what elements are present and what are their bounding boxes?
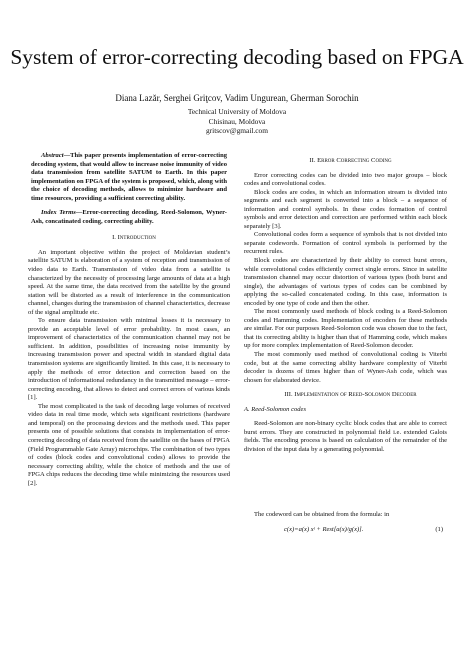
coding-paragraph-2: Block codes are codes, in which an information stream is divided into segments and each segment is converted into a block – a sequence of information and control symbols. In these codes formation of control symbols and error detection and correction are performed within each block separately [3]. [244, 188, 447, 230]
abstract-block [28, 152, 230, 226]
authors: Diana Lazăr, Serghei Griţcov, Vadim Ungurean, Gherman Sorochin [115, 93, 359, 103]
left-column [28, 152, 230, 488]
affiliation-city: Chisinau, Moldova [208, 116, 266, 126]
paper-title: System of error-correcting decoding based on FPGA [10, 45, 464, 69]
right-column [244, 152, 447, 537]
coding-paragraph-1: Error correcting codes can be divided into two major groups – block codes and convolutional codes. [244, 171, 447, 188]
subsection-heading-reed-solomon: A. Reed-Solomon codes [244, 405, 306, 413]
reed-solomon-paragraph: Reed-Solomon are non-binary cyclic block codes that are able to correct burst errors. They are constructed in polynomial field i.e. extended Galois fields. The encoding process is based on calculation of the remainder of the division of the input data by a generating polynomial. [244, 420, 447, 453]
index-terms-text: —Error-correcting decoding, Reed-Solomon, Wyner-Ash, concatinated coding, correcting ability. [31, 209, 227, 225]
index-terms-label: Index Terms [41, 209, 76, 217]
section-heading-introduction: I. Introduction [112, 234, 156, 242]
index-terms [31, 209, 227, 226]
formula-number: (1) [435, 526, 443, 534]
abstract [31, 152, 227, 203]
coding-paragraph-6: The most commonly used method of convolutional coding is Viterbi code, but at the same correcting ability hardware complexity of Viterbi decoder is dozens of times higher than of Wyner-Ash code, which was chosen for elaborated device. [244, 351, 447, 384]
affiliation [0, 107, 474, 136]
formula-intro: The codeword can be obtained from the formula: in [254, 510, 390, 518]
abstract-label: Abstract [41, 152, 64, 159]
affiliation-university: Technical University of Moldova [187, 107, 287, 116]
formula-expression: c(x)=a(x) xᵗ + Rest[a(x)/g(x)]. [284, 526, 364, 534]
coding-paragraph-5: The most commonly used methods of block coding is a Reed-Solomon codes and Hamming codes. Implementation of encoders for these methods are similar. For our purposes Reed-Solomon code was chosen due to the fact, that its correcting ability is higher than that of Hamming code, which makes up for more complex implementation of Reed-Solomon decoder. [244, 308, 447, 350]
intro-paragraph-2: To ensure data transmission with minimal losses it is necessary to provide an acceptable level of error probability. In most cases, an improvement of characteristics of the communication channel may not be sufficient. In addition, possibilities of increasing noise immunity by increasing transmission power and spectral width in standard digital data transmission systems are significantly limited. In this case, it is necessary to apply the methods of error detection and correction based on the introduction of informational redundancy in the transmitted message – error-correcting encoding, that allows to detect and correct errors of various kinds [1]. [28, 317, 230, 402]
intro-paragraph-1: An important objective within the project of Moldavian student’s satellite SATUM is elaboration of a system of reception and transmission of video data to Earth. Transmission of video data from a satellite is characterized by the necessity of processing large amounts of data at a high speed. At the same time, the data received from the satellite by the ground station will be distorted as a result of interference in the communication channel, changes during the transmission of channel characteristics, decrease of the signal amplitude etc. [28, 248, 230, 316]
coding-paragraph-3: Convolutional codes form a sequence of symbols that is not divided into separate codewords. Formation of control symbols is performed by the recurrent rules. [244, 231, 447, 256]
coding-paragraph-4: Block codes are characterized by their ability to correct burst errors, while convolutional codes efficiently correct single errors. Since in satellite transmission channel may occur distortion of various types (both burst and single), the advantages of various types of codes can be combined by applying the so-called concatenated coding. In this case, information is encoded by one type of code and then the other. [244, 257, 447, 307]
section-heading-implementation: III. Implementation of Reed-Solomon Decoder [284, 391, 417, 399]
abstract-text: —This paper presents implementation of error-correcting decoding system, that would allow to increase noise immunity of video data transmission from satellite SATUM to Earth. In this paper implementation on FPGA of the system is proposed, which, along with the choice of decoding methods, allows to minimize hardware and time resources, providing a sufficient correcting ability. [31, 152, 227, 202]
intro-paragraph-3: The most complicated is the task of decoding large volumes of received video data in real time mode, which sets significant restrictions (hardware and temporal) on the processing devices and the methods used. This paper presents one of possible solutions that consists in implementation of error-correcting decoding of data received from the satellite on the bases of FPGA (Field Programmable Gate Array) microchips. The combination of two types of codes (block codes and convolutional codes) allows to provide the necessary correcting ability, while the choice of methods and the use of FPGA chips reduces the decoding time while minimizing the resources used [2]. [28, 402, 230, 487]
affiliation-email: gritscov@gmail.com [205, 126, 269, 136]
section-heading-error-correcting-coding: II. Error Correcting Coding [309, 157, 392, 164]
formula-row [244, 525, 447, 537]
